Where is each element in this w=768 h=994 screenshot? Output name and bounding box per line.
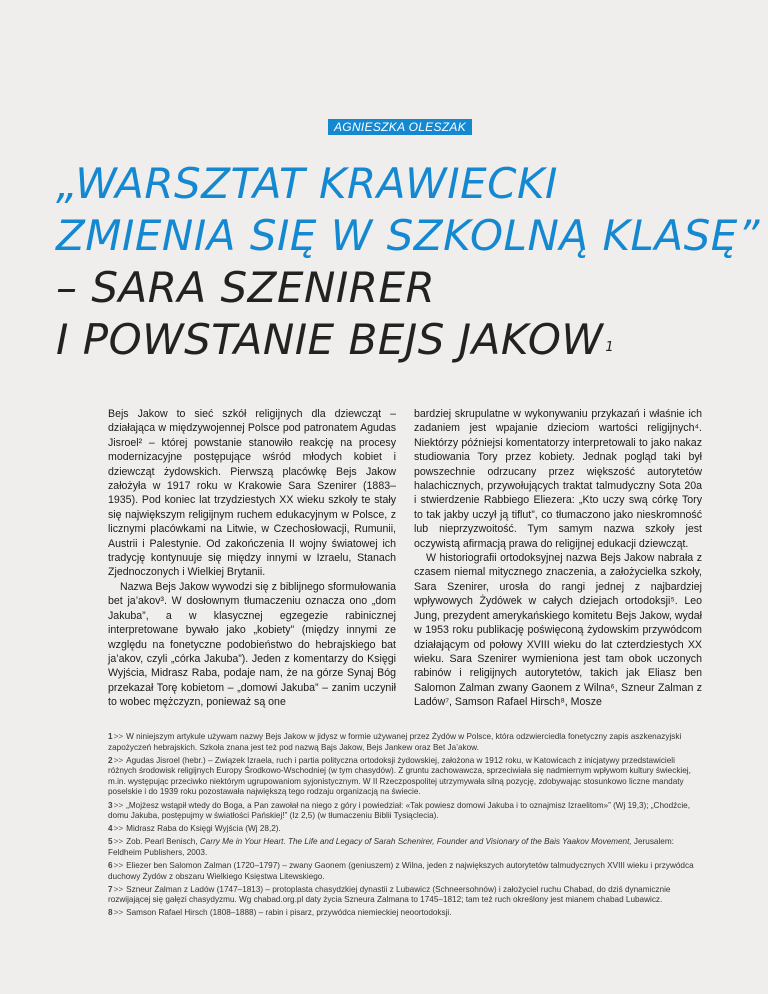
author-label: AGNIESZKA OLESZAK xyxy=(328,119,472,135)
footnote-text: Zob. Pearl Benisch, xyxy=(126,837,200,847)
footnote xyxy=(108,837,704,858)
footnote-number: 8 xyxy=(108,908,113,918)
footnote xyxy=(108,885,704,906)
body-column-right xyxy=(414,407,702,710)
paragraph: Nazwa Bejs Jakow wywodzi się z biblijnego sformułowania bet ja’akov³. W dosłownym tłumaczeniu oznacza ono „dom Jakuba”, a w klasycznej egzegezie rabinicznej interpretowane bywało jako „kobiety” (między innymi ze względu na fonetyczne podobieństwo do hebrajskiego bat ja’akov, czyli „córka Jakuba”). Jeden z komentarzy do Księgi Wyjścia, Midrasz Raba, podaje nam, że na górze Synaj Bóg przekazał Torę kobietom – „domowi Jakuba” – zanim uczynił to wobec mężczyzn, ponieważ są one xyxy=(108,580,396,709)
paragraph: W historiografii ortodoksyjnej nazwa Bejs Jakow nabrała z czasem niemal mitycznego znaczenia, a założycielka szkoły, Sara Szenirer, urosła do rangi jednej z najbardziej wpływowych Żydówek w całych dziejach ortodoksji⁵. Leo Jung, prezydent amerykańskiego komitetu Bejs Jakow, wydał w 1953 roku publikację poświęconą żydowskim przywódcom działającym od połowy XVIII wieku do lat czterdziestych XX wieku. Sara Szenirer wymieniona jest tam obok uczonych rabinów i religijnych autorytetów, takich jak Eliasz ben Salomon Zalman zwany Gaonem z Wilna⁶, Szneur Zalman z Ladów⁷, Samson Rafael Hirsch⁸, Mosze xyxy=(414,552,702,709)
body-columns xyxy=(108,407,702,710)
footnote-arrow: >> xyxy=(113,800,124,810)
footnote-number: 5 xyxy=(108,837,113,847)
footnote-number: 1 xyxy=(108,732,113,741)
footnote-arrow: >> xyxy=(113,824,124,834)
footnote-arrow: >> xyxy=(113,908,124,918)
footnote-arrow: >> xyxy=(113,732,124,741)
footnote-arrow: >> xyxy=(113,884,124,894)
footnote-text: Eliezer ben Salomon Zalman (1720–1797) – zwany Gaonem (geniuszem) z Wilna, jeden z największych autorytetów talmudycznych XVIII wieku i przywódca duchowy Żydów z obszaru Wielkiego Księstwa Litewskiego. xyxy=(108,861,694,881)
footnote-number: 7 xyxy=(108,884,113,894)
footnote-number: 6 xyxy=(108,861,113,871)
footnote xyxy=(108,801,704,822)
footnote-book-title: Carry Me in Your Heart. The Life and Legacy of Sarah Schenirer, Founder and Visionary of the Bais Yaakov Movement, xyxy=(199,837,632,847)
footnote-arrow: >> xyxy=(113,837,124,847)
article-title xyxy=(56,158,761,366)
title-line-1: „WARSZTAT KRAWIECKI xyxy=(56,159,558,208)
footnote-number: 4 xyxy=(108,824,113,834)
footnote xyxy=(108,861,704,882)
footnote-text: W niniejszym artykule używam nazwy Bejs Jakow w jidysz w formie używanej przez Żydów w Polsce, która odzwierciedla fonetyczny zapis aszkenazyjski zapożyczeń hebrajskich. Szkoła znana jest też pod nazwą Bajs Jakow, Bejs Jankew oraz Bet Ja’akow. xyxy=(108,732,682,752)
footnote-text: Agudas Jisroel (hebr.) – Związek Izraela, ruch i partia polityczna ortodoksji żydowskiej, założona w 1912 roku, w Katowicach z inicjatywy przedstawicieli różnych środowisk religijnych Europy Środkowo-Wschodniej (w tym chasydów). Z gruntu zachowawcza, sprzeciwiała się nadmiernym wpływom kultury świeckiej, m.in. występując przeciwko niektórym ugrupowaniom syjonistycznym. W II Rzeczpospolitej utrzymywała silną pozycję, zdobywając stosunkowo liczne mandaty poselskie i do 1939 roku pozostawała największą tego rodzaju organizacją na świecie. xyxy=(108,755,691,797)
title-line-3: – SARA SZENIRER xyxy=(56,263,436,312)
footnote-text: Szneur Zalman z Ladów (1747–1813) – protoplasta chasydzkiej dynastii z Lubawicz (Schneersohnów) i założyciel ruchu Chabad, do dziś dynamicznie rozwijającej się gałęzi chasydyzmu. Wg chabad.org.pl daty życia Szneura Zalmana to 1745–1812; tam też ruch określony jest mianem chabad Lubawicz. xyxy=(108,884,671,905)
footnote-text: Midrasz Raba do Księgi Wyjścia (Wj 28,2). xyxy=(126,824,281,834)
footnote-arrow: >> xyxy=(113,861,124,871)
body-column-left xyxy=(108,407,396,710)
footnote-text: Samson Rafael Hirsch (1808–1888) – rabin i pisarz, przywódca niemieckiej neoortodoksji. xyxy=(126,908,452,918)
paragraph: bardziej skrupulatne w wykonywaniu przykazań i właśnie ich zadaniem jest wpajanie dzieciom wartości religijnych⁴. Niektórzy późniejsi komentatorzy interpretowali to jako nakaz studiowania Tory przez kobiety. Jednak pogląd taki był powszechnie odrzucany przez większość autorytetów halachicznych, przywołujących traktat talmudyczny Sota 20a i stwierdzenie Rabbiego Eliezera: „Kto uczy swą córkę Tory to tak jakby uczył ją tiflut”, co tłumaczono jako nieskromność lub nieprzyzwoitość. Tym samym nazwa szkoły jest oczywistą afirmacją prawa do religijnej edukacji dziewcząt. xyxy=(414,408,702,550)
title-line-4 xyxy=(56,314,756,366)
title-line-4-text: I POWSTANIE BEJS JAKOW xyxy=(56,315,604,364)
footnote-number: 2 xyxy=(108,755,113,765)
footnotes xyxy=(108,732,704,922)
title-footnote-ref: 1 xyxy=(605,340,615,355)
footnote xyxy=(108,824,704,835)
footnote xyxy=(108,756,704,798)
footnote xyxy=(108,732,704,753)
paragraph: Bejs Jakow to sieć szkół religijnych dla dziewcząt – działająca w międzywojennej Polsce pod patronatem Agudas Jisroel² – której powstanie stanowiło reakcję na procesy modernizacyjne postępujące wśród młodych kobiet i dziewcząt żydowskich. Pierwszą placówkę Bejs Jakow założyła w 1917 roku w Krakowie Sara Szenirer (1883–1935). Pod koniec lat trzydziestych XX wieku szkoły te stały się największym religijnym ruchem edukacyjnym w Polsce, z licznymi placówkami na Litwie, w Czechosłowacji, Rumunii, Austrii i Palestynie. Od zakończenia II wojny światowej ich tradycję kontynuuje się między innymi w Izraelu, Stanach Zjednoczonych i Wielkiej Brytanii. xyxy=(108,408,396,579)
footnote-number: 3 xyxy=(108,800,113,810)
footnote xyxy=(108,908,704,919)
title-line-2: ZMIENIA SIĘ W SZKOLNĄ KLASĘ” xyxy=(56,211,761,260)
footnote-text: „Mojżesz wstąpił wtedy do Boga, a Pan zawołał na niego z góry i powiedział: «Tak powiesz domowi Jakuba i to oznajmisz Izraelitom»” (Wj 19,3); „Chodźcie, domu Jakuba, postępujmy w światłości Pańskiej!” (Iz 2,5) (w tłumaczeniu Biblii Tysiąclecia). xyxy=(108,800,690,821)
footnote-text: Jerusalem: Feldheim Publishers, 2003. xyxy=(108,837,674,857)
footnote-arrow: >> xyxy=(113,755,124,765)
